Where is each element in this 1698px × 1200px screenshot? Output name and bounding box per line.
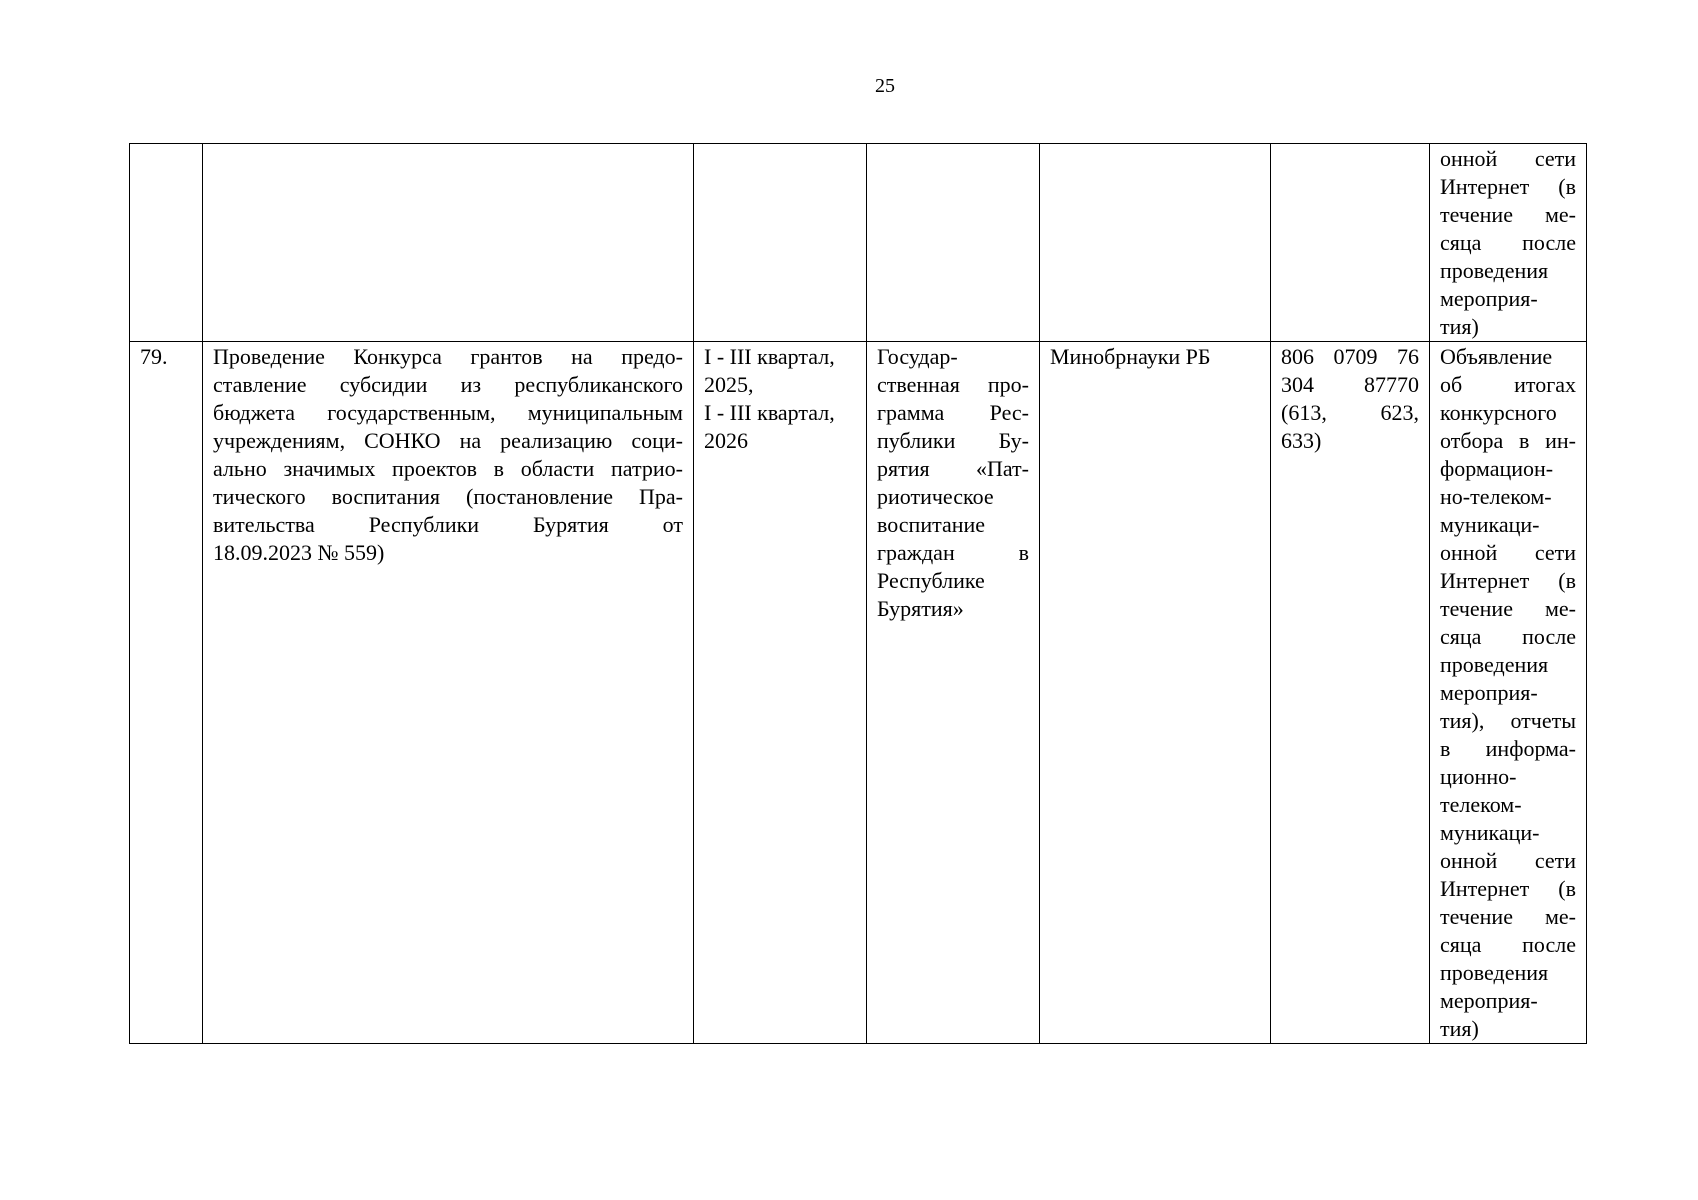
text-line: [1440, 875, 1576, 903]
text-line: [213, 483, 683, 511]
text-line: [1440, 1015, 1576, 1043]
text-line: [1440, 399, 1576, 427]
word: 0709: [1333, 344, 1378, 369]
word: онной: [1440, 540, 1498, 565]
word: Минобрнауки РБ: [1050, 344, 1211, 369]
word: Интернет: [1440, 568, 1530, 593]
text-line: [1440, 595, 1576, 623]
word: воспитание: [877, 512, 986, 537]
text-line: [1440, 847, 1576, 875]
word: ставление: [213, 372, 307, 397]
word: после: [1522, 932, 1576, 957]
text-line: [213, 455, 683, 483]
word: об: [1440, 372, 1463, 397]
word: течение: [1440, 202, 1513, 227]
text-line: [877, 539, 1029, 567]
text-line: [1440, 371, 1576, 399]
text-line: [1440, 313, 1576, 341]
word: на: [459, 428, 482, 453]
word: про-: [987, 372, 1029, 397]
word: учреждениям,: [213, 428, 346, 453]
word: отбора: [1440, 428, 1504, 453]
cell-result: [1430, 144, 1587, 342]
word: ме-: [1544, 202, 1576, 227]
word: после: [1522, 230, 1576, 255]
word: мероприя-: [1440, 286, 1538, 311]
word: муниципальным: [527, 400, 683, 425]
word: течение: [1440, 596, 1513, 621]
text-line: [704, 427, 856, 455]
text-line: [1440, 173, 1576, 201]
word: государственным,: [327, 400, 496, 425]
cell-program: [867, 144, 1040, 342]
text-line: [877, 455, 1029, 483]
text-line: [1440, 511, 1576, 539]
word: 2025,: [704, 372, 754, 397]
text-line: [877, 483, 1029, 511]
word: конкурсного: [1440, 400, 1557, 425]
text-line: [1440, 819, 1576, 847]
text-line: [1050, 343, 1260, 371]
cell-event: [203, 144, 694, 342]
text-line: [1440, 735, 1576, 763]
word: проведения: [1440, 258, 1549, 283]
word: в: [1440, 736, 1451, 761]
cell-program: [867, 342, 1040, 1044]
word: 623,: [1380, 400, 1419, 425]
text-line: [704, 399, 856, 427]
text-line: [877, 567, 1029, 595]
word: (постановление: [466, 484, 613, 509]
word: 87770: [1364, 372, 1419, 397]
text-line: [877, 427, 1029, 455]
cell-number: [130, 144, 203, 342]
word: значимых: [283, 456, 376, 481]
text-line: [213, 427, 683, 455]
text-line: [213, 539, 683, 567]
cell-period: [694, 342, 867, 1044]
word: информа-: [1485, 736, 1576, 761]
word: после: [1522, 624, 1576, 649]
cell-event: [203, 342, 694, 1044]
text-line: [1440, 455, 1576, 483]
cell-number: [130, 342, 203, 1044]
text-line: [1440, 651, 1576, 679]
word: Рес-: [989, 400, 1029, 425]
cell-budget-code: [1271, 342, 1430, 1044]
word: Пра-: [639, 484, 683, 509]
word: (613,: [1281, 400, 1327, 425]
word: проектов: [392, 456, 477, 481]
word: в: [493, 456, 505, 481]
text-line: [1440, 791, 1576, 819]
text-line: [1440, 931, 1576, 959]
cell-executor: [1040, 342, 1271, 1044]
word: течение: [1440, 904, 1513, 929]
word: формацион-: [1440, 456, 1554, 481]
cell-budget-code: [1271, 144, 1430, 342]
word: сети: [1534, 848, 1576, 873]
word: «Пат-: [975, 456, 1029, 481]
text-line: [1440, 987, 1576, 1015]
text-line: [1440, 959, 1576, 987]
text-line: [213, 371, 683, 399]
text-line: [877, 399, 1029, 427]
text-line: [1440, 483, 1576, 511]
text-line: [1440, 145, 1576, 173]
text-line: [877, 343, 1029, 371]
word: но-телеком-: [1440, 484, 1552, 509]
row-number: 79.: [140, 344, 168, 369]
word: сяца: [1440, 624, 1482, 649]
word: соци-: [631, 428, 683, 453]
word: вительства: [213, 512, 315, 537]
word: онной: [1440, 146, 1498, 171]
word: рятия: [877, 456, 930, 481]
word: 18.09.2023 № 559): [213, 540, 385, 565]
word: из: [460, 372, 482, 397]
table-row-79: [130, 342, 1587, 1044]
word: на: [571, 344, 593, 369]
text-line: [1440, 257, 1576, 285]
word: Интернет: [1440, 876, 1530, 901]
text-line: [1440, 567, 1576, 595]
measures-table: [129, 143, 1587, 1044]
word: публики: [877, 428, 956, 453]
word: (в: [1558, 568, 1576, 593]
word: ме-: [1544, 596, 1576, 621]
word: ственная: [877, 372, 960, 397]
text-line: [213, 511, 683, 539]
word: субсидии: [339, 372, 428, 397]
text-line: [213, 343, 683, 371]
table-row-continuation: [130, 144, 1587, 342]
word: ин-: [1545, 428, 1576, 453]
text-line: [213, 399, 683, 427]
cell-executor: [1040, 144, 1271, 342]
word: 2026: [704, 428, 748, 453]
word: предо-: [621, 344, 683, 369]
text-line: [877, 595, 1029, 623]
text-line: [1281, 343, 1419, 371]
word: сети: [1534, 540, 1576, 565]
word: сети: [1534, 146, 1576, 171]
word: проведения: [1440, 960, 1549, 985]
word: Объявление: [1440, 344, 1553, 369]
word: ально: [213, 456, 267, 481]
word: ме-: [1544, 904, 1576, 929]
word: Бурятия»: [877, 596, 964, 621]
text-line: [1440, 201, 1576, 229]
word: грамма: [877, 400, 945, 425]
word: Конкурса: [353, 344, 442, 369]
word: сяца: [1440, 932, 1482, 957]
word: Интернет: [1440, 174, 1530, 199]
text-line: [704, 343, 856, 371]
word: телеком-: [1440, 792, 1522, 817]
word: I - III квартал,: [704, 344, 835, 369]
word: муникаци-: [1440, 820, 1540, 845]
word: области: [520, 456, 595, 481]
word: итогах: [1514, 372, 1576, 397]
word: Бурятия: [533, 512, 609, 537]
word: ционно-: [1440, 764, 1517, 789]
word: онной: [1440, 848, 1498, 873]
text-line: [877, 511, 1029, 539]
word: Проведение: [213, 344, 325, 369]
word: реализацию: [500, 428, 613, 453]
word: тического: [213, 484, 306, 509]
word: воспитания: [331, 484, 440, 509]
word: мероприя-: [1440, 988, 1538, 1013]
word: граждан: [877, 540, 955, 565]
page-number: 25: [875, 75, 895, 97]
word: 806: [1281, 344, 1314, 369]
word: отчеты: [1510, 708, 1576, 733]
word: 304: [1281, 372, 1314, 397]
word: СОНКО: [364, 428, 441, 453]
text-line: [1281, 371, 1419, 399]
text-line: [877, 371, 1029, 399]
text-line: [704, 371, 856, 399]
cell-period: [694, 144, 867, 342]
text-line: [1440, 903, 1576, 931]
text-line: [1440, 285, 1576, 313]
word: 76: [1397, 344, 1419, 369]
word: в: [1018, 540, 1029, 565]
word: патрио-: [611, 456, 683, 481]
word: риотическое: [877, 484, 994, 509]
word: муникаци-: [1440, 512, 1540, 537]
cell-result: [1430, 342, 1587, 1044]
word: от: [662, 512, 683, 537]
word: тия): [1440, 1016, 1479, 1041]
text-line: [1281, 427, 1419, 455]
text-line: [1440, 427, 1576, 455]
word: бюджета: [213, 400, 296, 425]
word: мероприя-: [1440, 680, 1538, 705]
word: Республике: [877, 568, 985, 593]
word: тия),: [1440, 708, 1485, 733]
word: республиканского: [514, 372, 683, 397]
word: Бу-: [998, 428, 1029, 453]
text-line: [1440, 229, 1576, 257]
word: в: [1519, 428, 1530, 453]
text-line: [1440, 343, 1576, 371]
word: Республики: [368, 512, 480, 537]
text-line: [1281, 399, 1419, 427]
word: (в: [1558, 876, 1576, 901]
word: I - III квартал,: [704, 400, 835, 425]
word: сяца: [1440, 230, 1482, 255]
word: тия): [1440, 314, 1479, 339]
word: (в: [1558, 174, 1576, 199]
text-line: [1440, 679, 1576, 707]
word: грантов: [470, 344, 543, 369]
text-line: [1440, 539, 1576, 567]
text-line: [1440, 707, 1576, 735]
word: проведения: [1440, 652, 1549, 677]
word: 633): [1281, 428, 1322, 453]
word: Государ-: [877, 344, 958, 369]
text-line: [1440, 623, 1576, 651]
text-line: [1440, 763, 1576, 791]
